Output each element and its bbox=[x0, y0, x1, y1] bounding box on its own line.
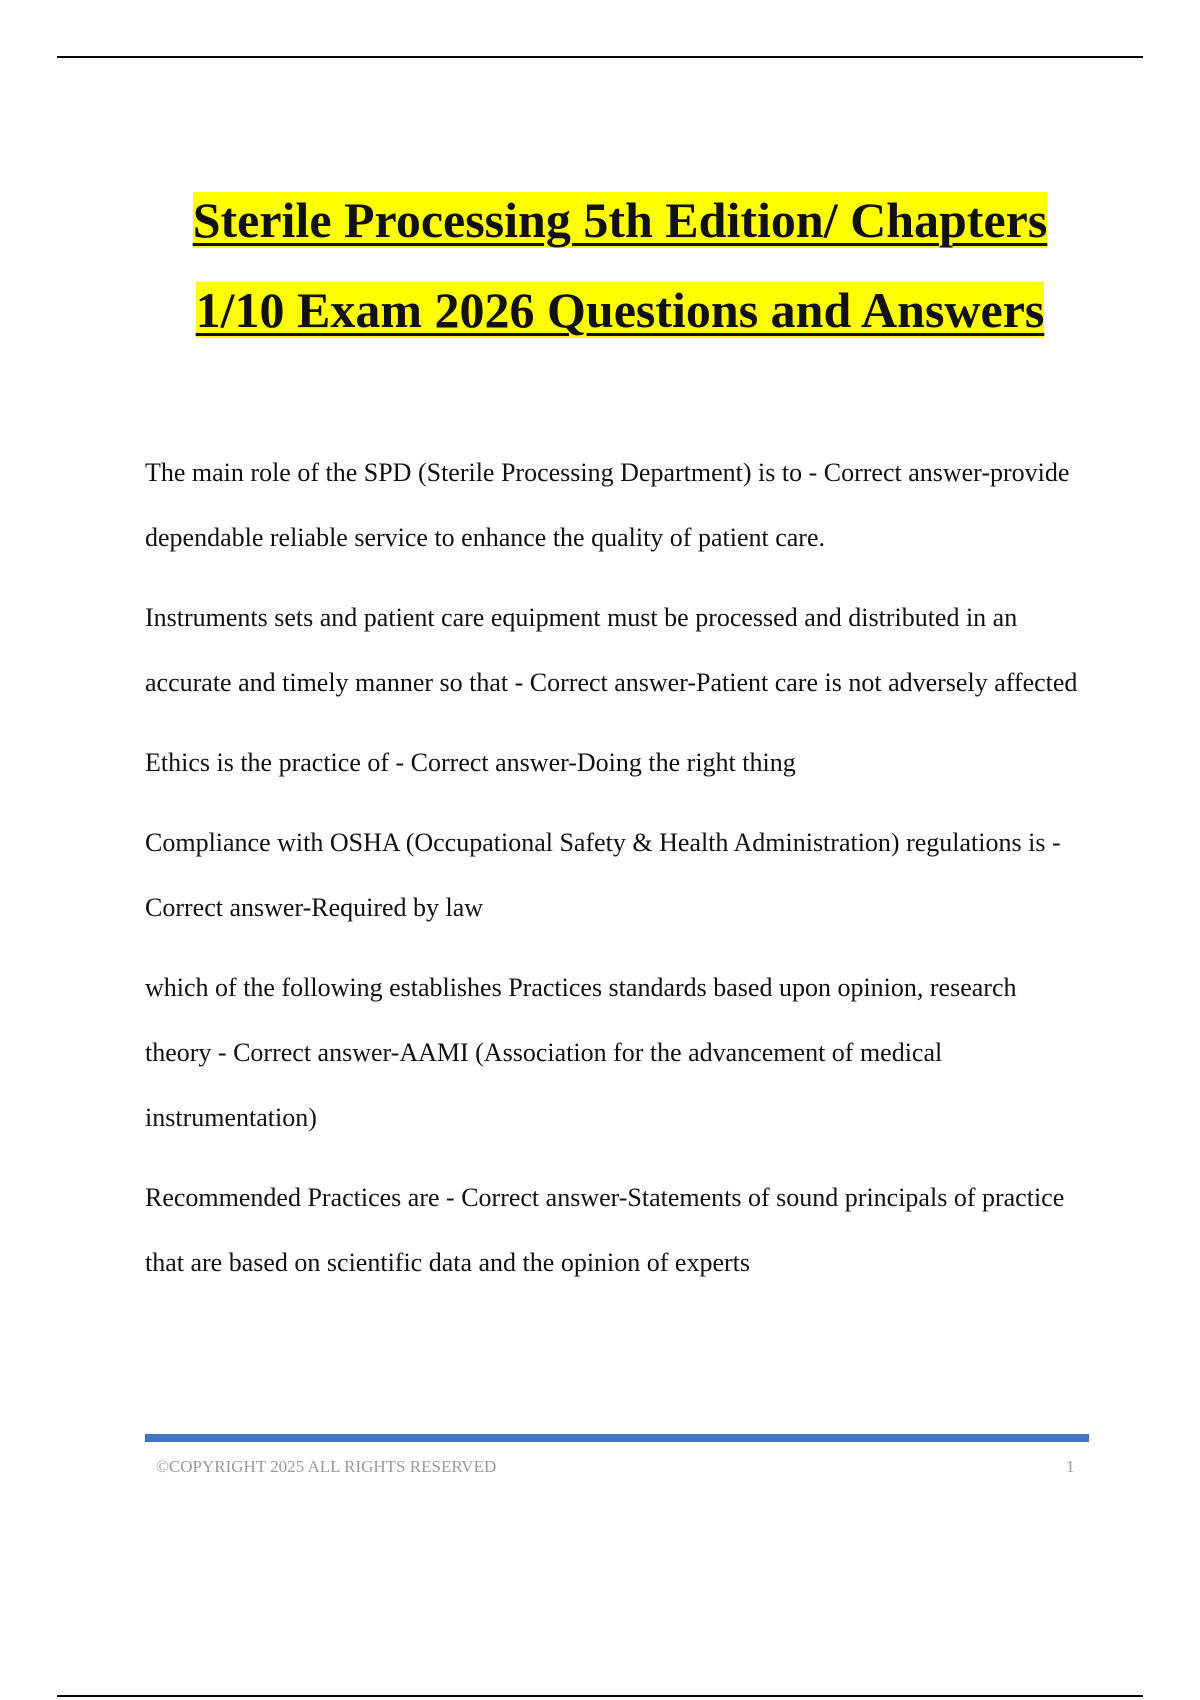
qa-item: Compliance with OSHA (Occupational Safety & Health Administration) regulations is - Correct answer-Required by law bbox=[145, 828, 1061, 922]
qa-item: The main role of the SPD (Sterile Processing Department) is to - Correct answer-provide dependable reliable service to enhance the quality of patient care. bbox=[145, 458, 1070, 552]
top-rule bbox=[57, 56, 1143, 58]
document-title bbox=[100, 175, 1140, 355]
qa-item: Instruments sets and patient care equipment must be processed and distributed in an accurate and timely manner so that - Correct answer-Patient care is not adversely affected bbox=[145, 603, 1078, 697]
footer-copyright: ©COPYRIGHT 2025 ALL RIGHTS RESERVED bbox=[156, 1457, 497, 1476]
qa-item: Recommended Practices are - Correct answer-Statements of sound principals of practice that are based on scientific data and the opinion of experts bbox=[145, 1183, 1065, 1277]
bottom-rule bbox=[57, 1695, 1143, 1697]
qa-item: which of the following establishes Practices standards based upon opinion, research theory - Correct answer-AAMI (Association for the advancement of medical instrumentation) bbox=[145, 973, 1017, 1132]
page-number: 1 bbox=[1066, 1457, 1075, 1476]
title-line-1: Sterile Processing 5th Edition/ Chapters bbox=[192, 192, 1048, 248]
qa-item: Ethics is the practice of - Correct answer-Doing the right thing bbox=[145, 748, 796, 777]
title-line-2: 1/10 Exam 2026 Questions and Answers bbox=[195, 282, 1045, 338]
qa-list bbox=[145, 440, 1080, 1310]
footer-bar bbox=[145, 1434, 1089, 1442]
